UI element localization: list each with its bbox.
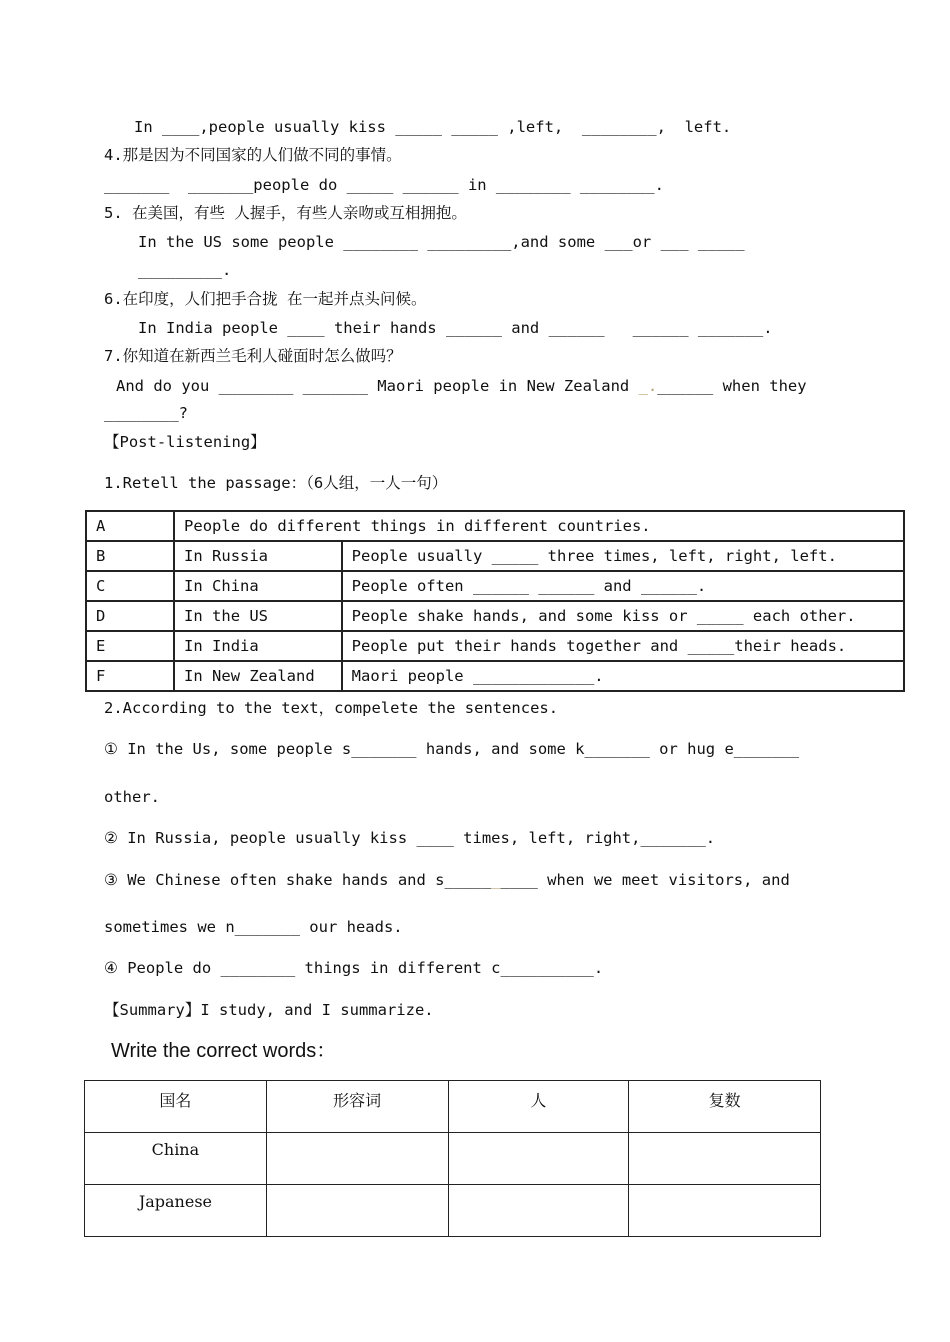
header-person: 人 <box>448 1081 629 1133</box>
complete-title: 2.According to the text，compelete the sentences. <box>104 699 559 717</box>
row-place: In New Zealand <box>174 661 342 691</box>
sentence-1a: ① In the Us, some people s_______ hands, and some k_______ or hug e_______ <box>104 740 800 758</box>
q4-chinese: 4.那是因为不同国家的人们做不同的事情。 <box>104 146 402 164</box>
row-place: In the US <box>174 601 342 631</box>
summary-heading: 【Summary】I study, and I summarize. <box>104 1001 434 1019</box>
header-country: 国名 <box>85 1081 267 1133</box>
cell-blank[interactable] <box>448 1185 629 1237</box>
row-text: People put their hands together and _____their heads. <box>342 631 904 661</box>
row-letter: B <box>86 541 174 571</box>
sentence-3c: sometimes we n_______ our heads. <box>104 918 403 936</box>
cell-country: China <box>85 1133 267 1185</box>
row-letter: E <box>86 631 174 661</box>
q6-chinese: 6.在印度，人们把手合拢 在一起并点头问候。 <box>104 290 427 308</box>
post-listening-heading: 【Post-listening】 <box>104 433 266 451</box>
row-text: People shake hands, and some kiss or _____ each other. <box>342 601 904 631</box>
row-letter: D <box>86 601 174 631</box>
row-text: Maori people _____________. <box>342 661 904 691</box>
russia-line: In ____,people usually kiss _____ _____ ,left, ________, left. <box>134 118 732 136</box>
retell-title: 1.Retell the passage：（6人组，一人一句） <box>104 474 448 492</box>
s3-tan-mark: _ <box>491 871 501 889</box>
q5-english-a: In the US some people ________ _________,and some ___or ___ _____ <box>138 233 745 251</box>
cell-blank[interactable] <box>266 1185 448 1237</box>
table-row <box>86 571 904 601</box>
sentence-3a-text: ③ We Chinese often shake hands and s_____ <box>104 871 492 889</box>
row-place: In India <box>174 631 342 661</box>
q4-english: _______ _______people do _____ ______ in ________ ________. <box>104 176 664 194</box>
q7-tan-mark: _. <box>638 377 658 395</box>
table-header-row <box>85 1081 821 1133</box>
table-row <box>85 1133 821 1185</box>
q5-english-b: _________. <box>138 261 232 279</box>
header-adjective: 形容词 <box>266 1081 448 1133</box>
table-row <box>86 541 904 571</box>
cell-blank[interactable] <box>629 1133 821 1185</box>
retell-table <box>85 510 905 692</box>
table-row <box>86 631 904 661</box>
sentence-4: ④ People do ________ things in different c__________. <box>104 959 604 977</box>
cell-blank[interactable] <box>629 1185 821 1237</box>
cell-blank[interactable] <box>448 1133 629 1185</box>
q7-english-a-text: And do you ________ _______ Maori people in New Zealand <box>116 377 639 395</box>
q7-english-a <box>116 376 807 396</box>
table-row <box>86 661 904 691</box>
q6-english: In India people ____ their hands ______ and ______ ______ _______. <box>138 319 773 337</box>
row-text: People usually _____ three times, left, right, left. <box>342 541 904 571</box>
row-letter: A <box>86 511 174 541</box>
q5-chinese: 5. 在美国，有些 人握手，有些人亲吻或互相拥抱。 <box>104 204 467 222</box>
q7-english-c: ________? <box>104 404 188 422</box>
sentence-1b: other. <box>104 788 160 806</box>
sentence-3a <box>104 870 790 890</box>
row-letter: F <box>86 661 174 691</box>
cell-country: Japanese <box>85 1185 267 1237</box>
header-plural: 复数 <box>629 1081 821 1133</box>
q7-chinese: 7.你知道在新西兰毛利人碰面时怎么做吗？ <box>104 347 402 365</box>
q7-english-a-tail: ______ when they <box>657 377 807 395</box>
table-row <box>86 511 904 541</box>
table-row <box>85 1185 821 1237</box>
row-place: In China <box>174 571 342 601</box>
table-row <box>86 601 904 631</box>
sentence-2: ② In Russia, people usually kiss ____ times, left, right,_______. <box>104 829 716 847</box>
row-text: People do different things in different countries. <box>174 511 904 541</box>
row-letter: C <box>86 571 174 601</box>
cell-blank[interactable] <box>266 1133 448 1185</box>
words-table <box>84 1080 821 1237</box>
write-words-title: Write the correct words： <box>111 1040 337 1062</box>
row-text: People often ______ ______ and ______. <box>342 571 904 601</box>
sentence-3a-tail: ____ when we meet visitors, and <box>500 871 790 889</box>
row-place: In Russia <box>174 541 342 571</box>
